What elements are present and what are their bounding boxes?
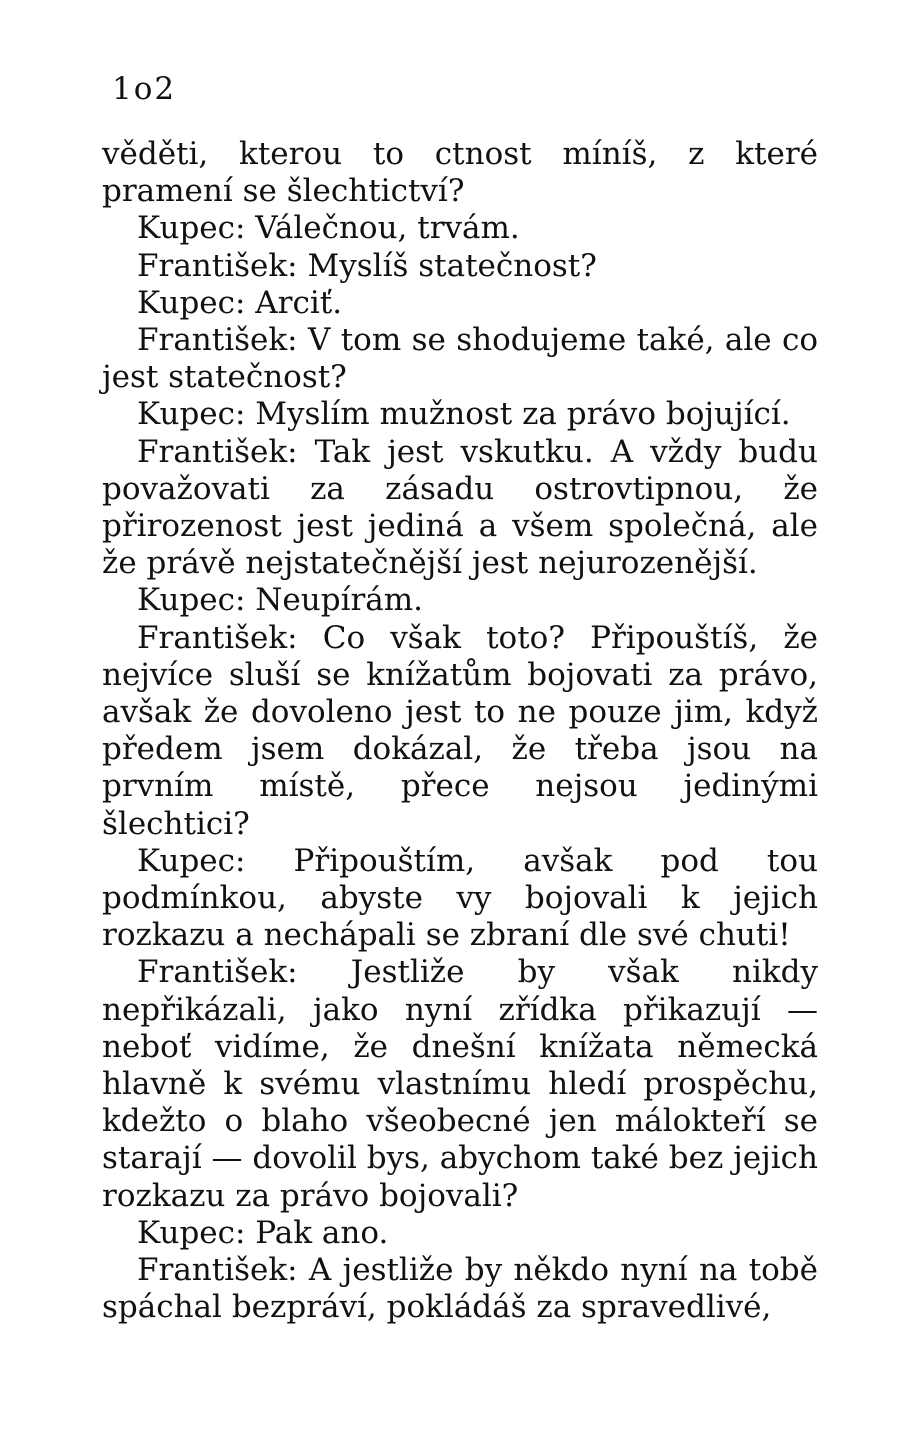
paragraph: Kupec: Válečnou, trvám. — [137, 210, 520, 247]
page-number: 1o2 — [112, 71, 177, 107]
paragraph: věděti, kterou to ctnost míníš, z které pramení se šlechtictví? — [102, 136, 818, 210]
paragraph: Kupec: Arciť. — [137, 284, 343, 321]
paragraph: František: Jestliže by však nikdy nepřikázali, jako nyní zřídka přikazují — neboť vidíme, že dnešní knížata německá hlavně k svému vlastnímu hledí prospěchu, kdežto o blaho všeobecné jen málokteří se starají — dovolil bys, abychom také bez jejich rozkazu za právo bojovali? — [102, 954, 818, 1214]
paragraph: František: Tak jest vskutku. A vždy budu považovati za zásadu ostrovtipnou, že přirozenost jest jediná a všem společná, ale že právě nejstatečnější jest nejurozenější. — [102, 433, 818, 582]
page-text — [102, 136, 818, 1327]
paragraph: František: A jestliže by někdo nyní na tobě spáchal bezpráví, pokládáš za spravedlivé, — [102, 1252, 818, 1326]
paragraph: František: Co však toto? Připouštíš, že nejvíce sluší se knížatům bojovati za právo, avšak že dovoleno jest to ne pouze jim, když předem jsem dokázal, že třeba jsou na prvním místě, přece nejsou jedinými šlechtici? — [102, 619, 818, 842]
paragraph: František: Myslíš statečnost? — [137, 247, 597, 284]
paragraph: František: V tom se shodujeme také, ale co jest statečnost? — [102, 322, 818, 396]
paragraph: Kupec: Pak ano. — [137, 1214, 389, 1251]
paragraph: Kupec: Připouštím, avšak pod tou podmínkou, abyste vy bojovali k jejich rozkazu a nechápali se zbraní dle své chuti! — [102, 842, 818, 954]
paragraph: Kupec: Neupírám. — [137, 582, 424, 619]
paragraph: Kupec: Myslím mužnost za právo bojující. — [137, 396, 791, 433]
